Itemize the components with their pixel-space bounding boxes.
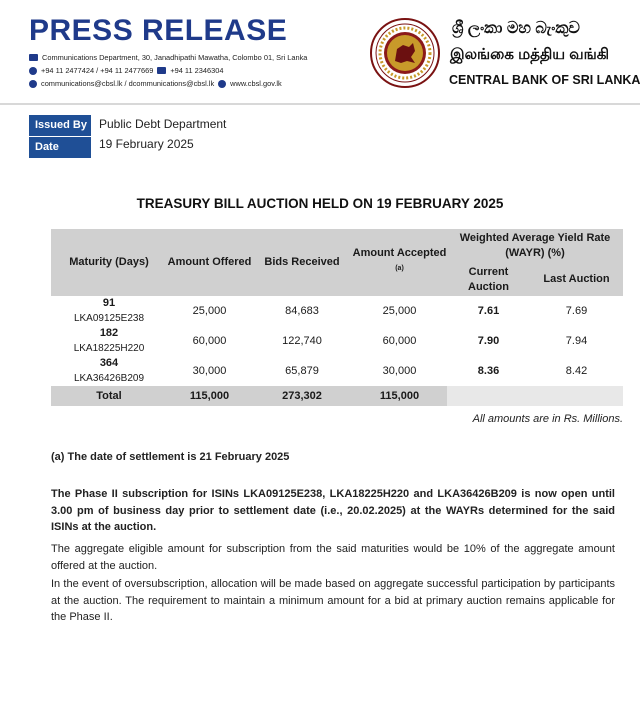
bids-cell: 84,683 [252,296,352,326]
header-current-auction: Current Auction [447,263,530,296]
address-text: Communications Department, 30, Janadhipathi Mawatha, Colombo 01, Sri Lanka [42,53,308,62]
bank-name-tamil: இலங்கை மத்திய வங்கி [450,46,610,63]
current-wayr-cell: 8.36 [447,356,530,386]
bank-name-sinhala: ශ්‍රී ලංකා මහ බැංකුව [452,20,580,37]
aggregate-paragraph: The aggregate eligible amount for subscription from the said maturities would be 10% of the aggregate amount offered at the auction. [51,543,615,572]
accepted-cell: 60,000 [352,326,447,356]
phase-ii-paragraph: The Phase II subscription for ISINs LKA09125E238, LKA18225H220 and LKA36426B209 is now open until 3.00 pm of business day prior to settlement date (i.e., 20.02.2025) at the WAYRs determined for the said ISINs at the auction. [51,488,615,533]
header-divider [0,103,640,105]
date-label: Date [29,137,91,158]
email-line [29,79,282,88]
oversubscription-paragraph: In the event of oversubscription, allocation will be made based on aggregate successful participation by participants at the auction. The requirement to maintain a minimum amount for a bid at primary auction remains applicable for the Phase II. [51,578,615,623]
maturity-isin: LKA18225H220 [73,343,145,354]
header-amount-accepted [352,229,447,296]
header-amount-offered: Amount Offered [167,229,252,296]
table-row [51,356,623,386]
maturity-cell [51,326,167,356]
fax-icon [157,67,166,74]
table-row [51,296,623,326]
document-title: TREASURY BILL AUCTION HELD ON 19 FEBRUARY 2025 [136,196,504,211]
fax-text: +94 11 2346304 [170,66,224,75]
phone-icon [29,67,37,75]
current-wayr-cell: 7.61 [447,296,530,326]
maturity-days: 91 [102,297,116,309]
bank-name-english: CENTRAL BANK OF SRI LANKA [449,73,640,87]
settlement-note: (a) The date of settlement is 21 February 2025 [51,451,290,463]
accepted-cell: 25,000 [352,296,447,326]
maturity-days: 364 [99,357,119,369]
mail-icon [29,54,38,61]
maturity-isin: LKA36426B209 [73,373,145,384]
bids-cell: 122,740 [252,326,352,356]
central-bank-seal-icon [369,17,441,89]
last-wayr-cell: 7.69 [530,296,623,326]
address-line [29,53,307,62]
maturity-isin: LKA09125E238 [73,313,145,324]
table-row [51,326,623,356]
date-value: 19 February 2025 [99,137,194,151]
header-wayr: Weighted Average Yield Rate (WAYR) (%) [447,229,623,263]
total-label: Total [51,386,167,406]
current-wayr-cell: 7.90 [447,326,530,356]
offered-cell: 30,000 [167,356,252,386]
last-wayr-cell: 8.42 [530,356,623,386]
maturity-days: 182 [99,327,119,339]
email-icon [29,80,37,88]
total-row [51,386,623,406]
header-maturity: Maturity (Days) [51,229,167,296]
issued-by-value: Public Debt Department [99,117,227,131]
issued-by-label: Issued By [29,115,91,136]
header-amount-accepted-note: (a) [395,264,404,272]
offered-cell: 60,000 [167,326,252,356]
amounts-footnote: All amounts are in Rs. Millions. [472,413,623,425]
accepted-cell: 30,000 [352,356,447,386]
total-blank-cell [530,386,623,406]
total-offered: 115,000 [167,386,252,406]
header-bids-received: Bids Received [252,229,352,296]
phone-text: +94 11 2477424 / +94 11 2477669 [41,66,154,75]
maturity-cell [51,296,167,326]
phone-line [29,66,223,75]
total-bids: 273,302 [252,386,352,406]
header-last-auction: Last Auction [530,263,623,296]
press-release-title: PRESS RELEASE [29,14,288,47]
auction-results-table [51,229,623,406]
email-text: communications@cbsl.lk / dcommunications@cbsl.lk [41,79,215,88]
bids-cell: 65,879 [252,356,352,386]
last-wayr-cell: 7.94 [530,326,623,356]
globe-icon [218,80,226,88]
offered-cell: 25,000 [167,296,252,326]
total-accepted: 115,000 [352,386,447,406]
header-amount-accepted-label: Amount Accepted [352,246,447,259]
total-blank-cell [447,386,530,406]
press-release-header [0,0,640,104]
maturity-cell [51,356,167,386]
website-text: www.cbsl.gov.lk [230,79,282,88]
